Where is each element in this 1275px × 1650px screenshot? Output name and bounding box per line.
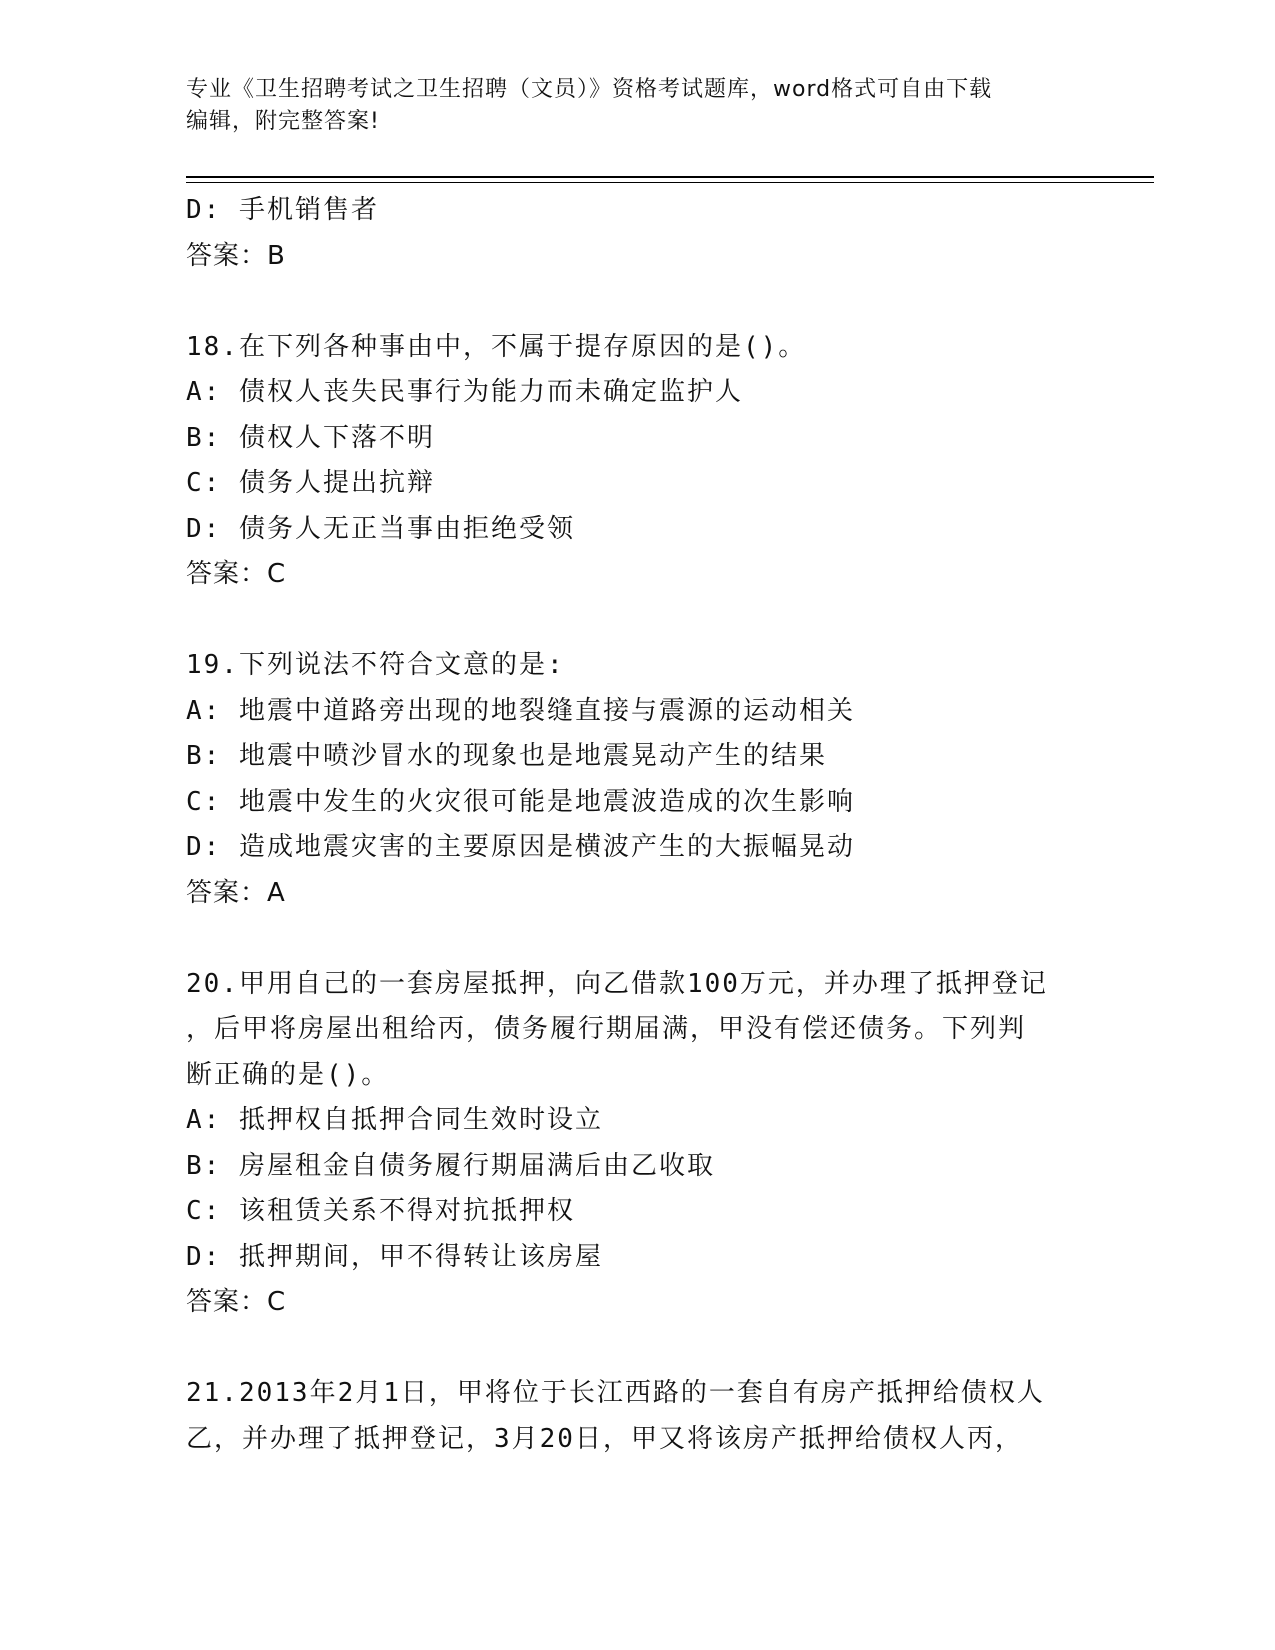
option-a: A: 地震中道路旁出现的地裂缝直接与震源的运动相关: [186, 695, 855, 726]
option-d: D: 抵押期间，甲不得转让该房屋: [186, 1241, 603, 1272]
option-d: D: 债务人无正当事由拒绝受领: [186, 513, 575, 544]
header-rule-thick: [186, 176, 1154, 178]
option-b: B: 房屋租金自债务履行期届满后由乙收取: [186, 1150, 715, 1181]
previous-question-tail: [186, 188, 1086, 279]
header-line-1: 专业《卫生招聘考试之卫生招聘（文员）》资格考试题库，word格式可自由下载: [186, 77, 993, 102]
option-b: B: 债权人下落不明: [186, 422, 435, 453]
option-c: C: 地震中发生的火灾很可能是地震波造成的次生影响: [186, 786, 855, 817]
question-stem-line-1: 21.2013年2月1日，甲将位于长江西路的一套自有房产抵押给债权人: [186, 1378, 1045, 1408]
question-stem-line-3: 断正确的是()。: [186, 1059, 390, 1090]
option-b: B: 地震中喷沙冒水的现象也是地震晃动产生的结果: [186, 741, 827, 771]
spacer: [186, 279, 1086, 325]
question-stem-line-1: 20.甲用自己的一套房屋抵押，向乙借款100万元，并办理了抵押登记: [186, 968, 1048, 999]
question-stem: 19.下列说法不符合文意的是:: [186, 650, 565, 680]
answer-line: 答案：B: [186, 240, 286, 271]
spacer: [186, 916, 1086, 962]
question-20: [186, 962, 1086, 1326]
answer-line: 答案：A: [186, 877, 286, 908]
option-a: A: 抵押权自抵押合同生效时设立: [186, 1105, 603, 1135]
option-d: D: 手机销售者: [186, 195, 379, 225]
question-content: [186, 188, 1086, 1462]
question-stem-line-2: 乙，并办理了抵押登记，3月20日，甲又将该房产抵押给债权人丙，: [186, 1423, 1023, 1454]
answer-line: 答案：C: [186, 1287, 287, 1317]
answer-line: 答案：C: [186, 559, 287, 589]
spacer: [186, 1326, 1086, 1372]
spacer: [186, 598, 1086, 644]
question-18: [186, 325, 1086, 598]
option-c: C: 债务人提出抗辩: [186, 468, 435, 498]
page-header: [186, 74, 1086, 138]
question-stem: 18.在下列各种事由中，不属于提存原因的是()。: [186, 331, 807, 362]
question-stem-line-2: ，后甲将房屋出租给丙，债务履行期届满，甲没有偿还债务。下列判: [186, 1014, 1027, 1044]
question-19: [186, 643, 1086, 916]
option-a: A: 债权人丧失民事行为能力而未确定监护人: [186, 377, 743, 407]
question-21: [186, 1371, 1086, 1462]
header-line-2: 编辑，附完整答案!: [186, 109, 380, 134]
option-d: D: 造成地震灾害的主要原因是横波产生的大振幅晃动: [186, 832, 855, 862]
option-c: C: 该租赁关系不得对抗抵押权: [186, 1196, 575, 1226]
header-rule-thin: [186, 182, 1154, 183]
